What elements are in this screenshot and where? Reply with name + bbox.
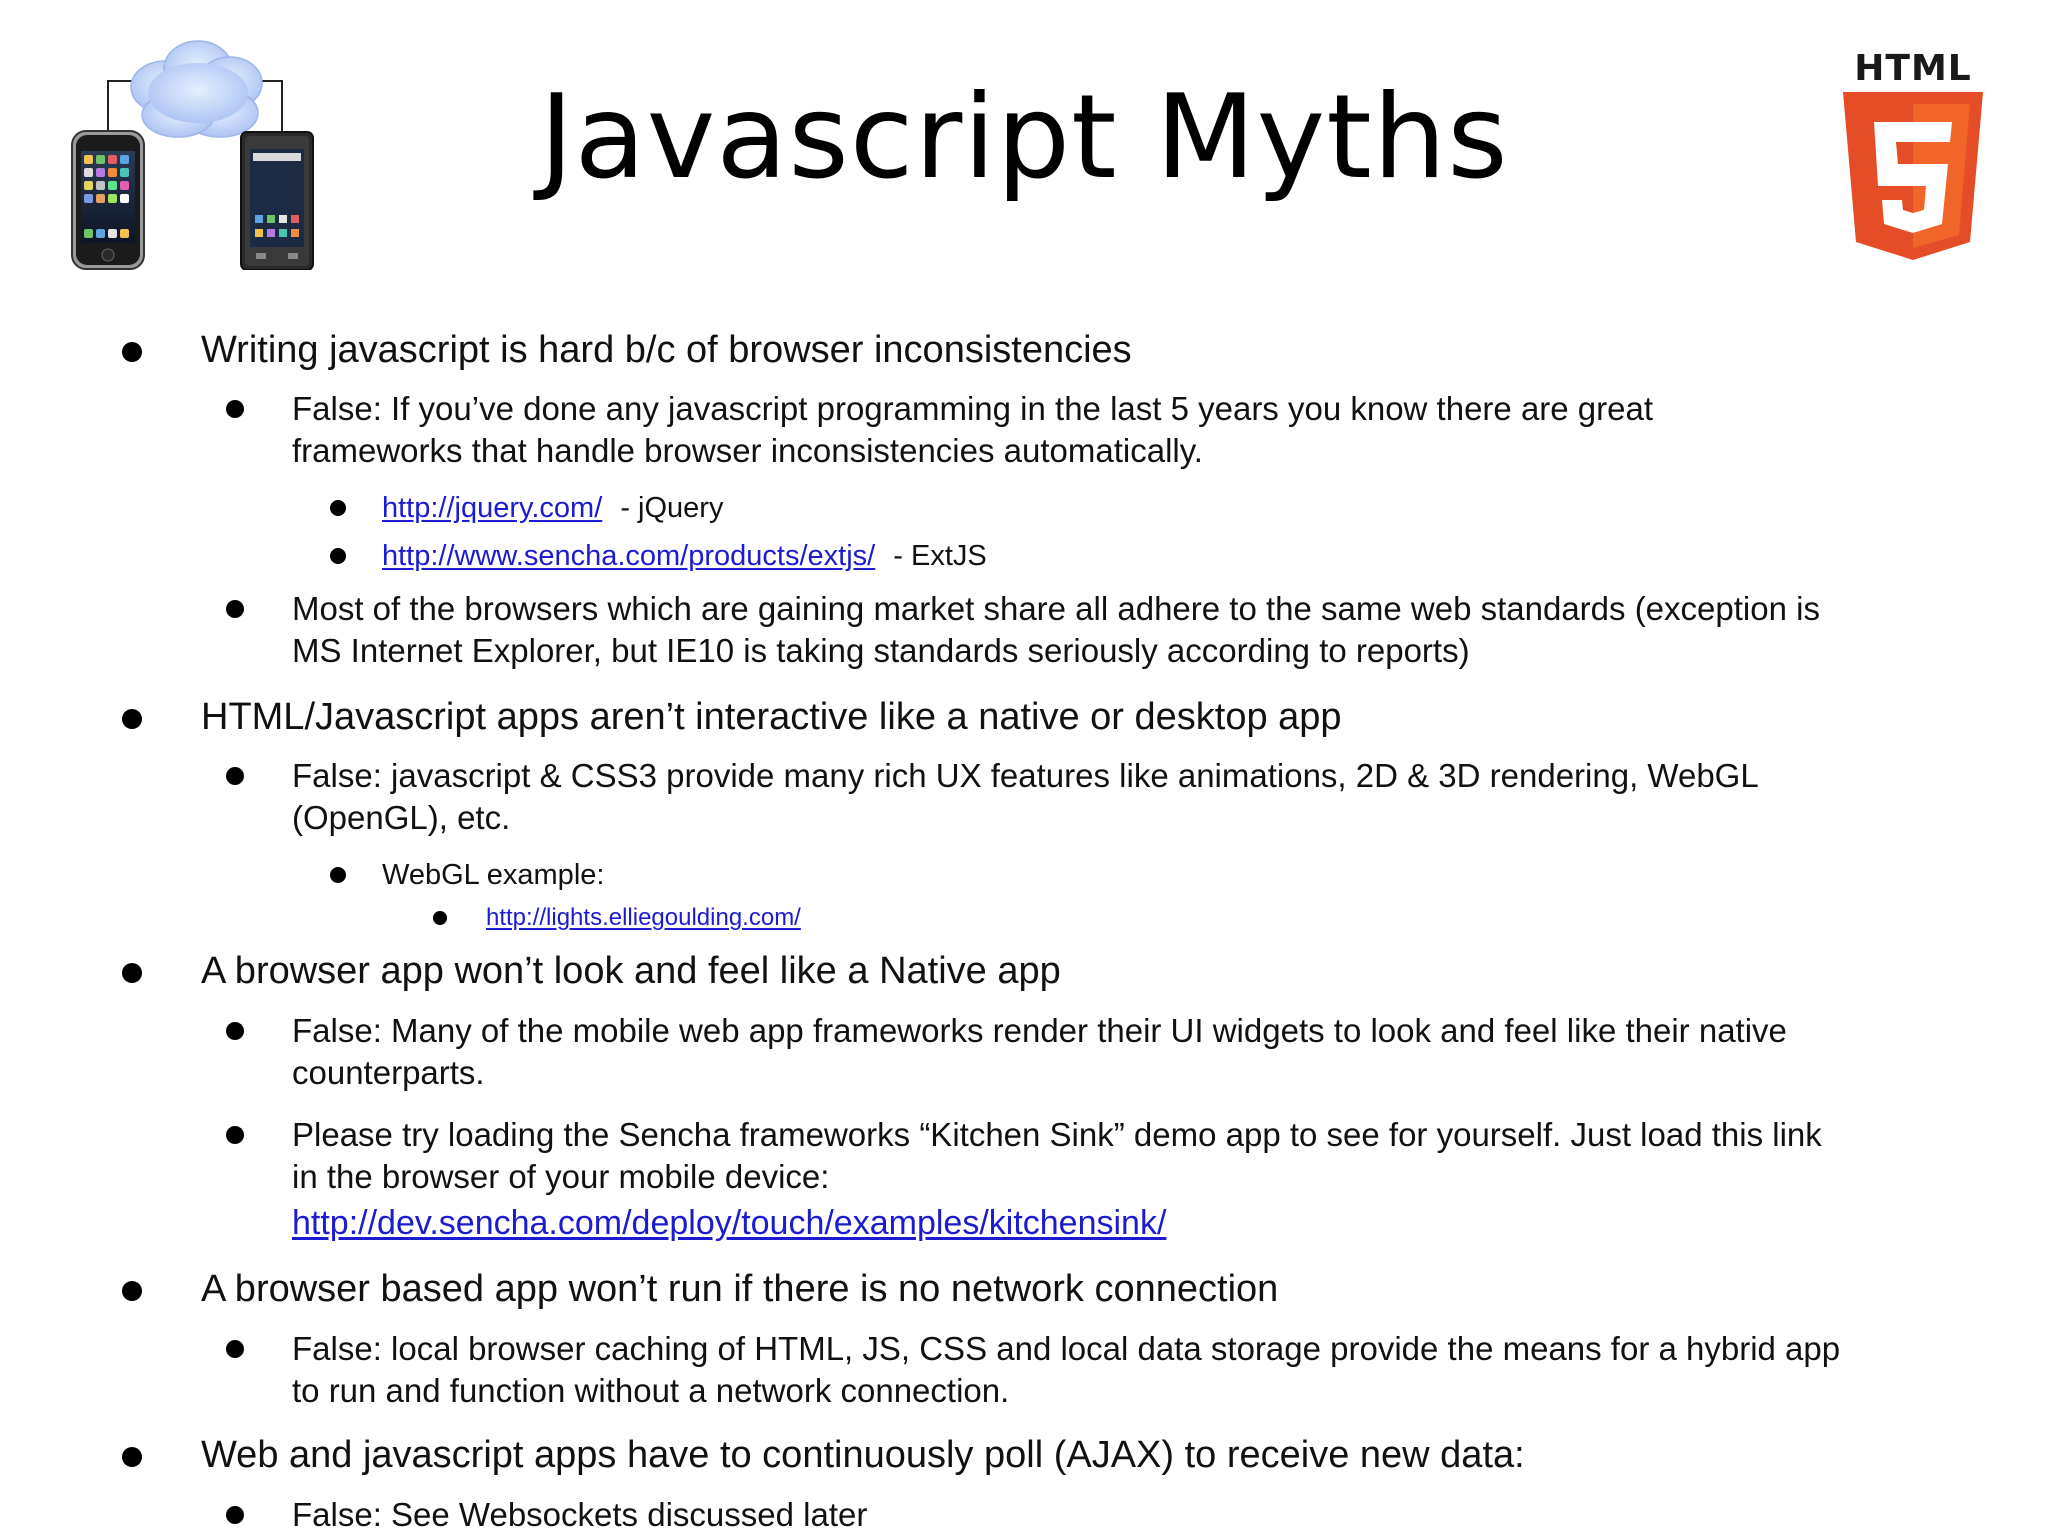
extjs-link-suffix: - ExtJS: [885, 540, 987, 572]
bullet-dot: [122, 709, 142, 729]
sub-bullet-dot: [226, 1340, 244, 1358]
webgl-example-label: WebGL example:: [382, 859, 605, 891]
bullet-5-sub-1-line-1: False: See Websockets discussed later: [292, 1496, 868, 1533]
bullet-dot: [122, 963, 142, 983]
sub-bullet-dot: [226, 1506, 244, 1524]
jquery-link-suffix: - jQuery: [612, 492, 724, 524]
kitchensink-link-row: [292, 1202, 1166, 1244]
bullet-4-sub-1-line-2: to run and function without a network connection.: [292, 1372, 1010, 1409]
bullet-3-text: A browser app won’t look and feel like a Native app: [201, 950, 1061, 992]
bullet-1-sub-1-line-2: frameworks that handle browser inconsistencies automatically.: [292, 432, 1203, 469]
sub-bullet-dot: [226, 1126, 244, 1144]
sub-sub-bullet-dot: [330, 548, 346, 564]
html5-logo-text: HTML: [1854, 48, 1972, 89]
slide-title: Javascript Myths: [539, 70, 1509, 205]
bullet-4-sub-1-line-1: False: local browser caching of HTML, JS, CSS and local data storage provide the means for a hybrid app: [292, 1330, 1841, 1367]
bullet-2-sub-1-line-2: (OpenGL), etc.: [292, 799, 511, 836]
webgl-link-row: [486, 903, 801, 933]
sub-bullet-dot: [226, 1022, 244, 1040]
bullet-1-sub-1-line-1: False: If you’ve done any javascript programming in the last 5 years you know there are great: [292, 390, 1654, 427]
ellie-goulding-link[interactable]: http://lights.elliegoulding.com/: [486, 904, 801, 931]
bullet-3-sub-2-line-1: Please try loading the Sencha frameworks “Kitchen Sink” demo app to see for yourself. Just load this link: [292, 1116, 1822, 1153]
bullet-1-sub-2-line-2: MS Internet Explorer, but IE10 is taking standards seriously according to reports): [292, 632, 1470, 669]
bullet-dot: [122, 1281, 142, 1301]
bullet-2-sub-1-line-1: False: javascript & CSS3 provide many rich UX features like animations, 2D & 3D rendering, WebGL: [292, 757, 1759, 794]
sub-sub-bullet-dot: [330, 500, 346, 516]
bullet-3-sub-1-line-1: False: Many of the mobile web app frameworks render their UI widgets to look and feel like their native: [292, 1012, 1787, 1049]
jquery-link[interactable]: http://jquery.com/: [382, 492, 603, 524]
bullet-5-text: Web and javascript apps have to continuously poll (AJAX) to receive new data:: [201, 1434, 1525, 1476]
bullet-4-text: A browser based app won’t run if there is no network connection: [201, 1268, 1279, 1310]
bullet-3-sub-1-line-2: counterparts.: [292, 1054, 485, 1091]
bullet-2-text: HTML/Javascript apps aren’t interactive like a native or desktop app: [201, 696, 1342, 738]
bullet-dot: [122, 342, 142, 362]
bullet-1-sub-2-line-1: Most of the browsers which are gaining market share all adhere to the same web standards (exception is: [292, 590, 1820, 627]
sub-bullet-dot: [226, 600, 244, 618]
extjs-link-row: [382, 537, 987, 575]
bullet-3-sub-2-line-2: in the browser of your mobile device:: [292, 1158, 830, 1195]
sub-sub-sub-bullet-dot: [433, 911, 447, 925]
sub-sub-bullet-dot: [330, 867, 346, 883]
kitchensink-link[interactable]: http://dev.sencha.com/deploy/touch/examples/kitchensink/: [292, 1204, 1167, 1242]
bullet-dot: [122, 1447, 142, 1467]
extjs-link[interactable]: http://www.sencha.com/products/extjs/: [382, 540, 876, 572]
sub-bullet-dot: [226, 767, 244, 785]
sub-bullet-dot: [226, 400, 244, 418]
jquery-link-row: [382, 489, 723, 527]
bullet-1-text: Writing javascript is hard b/c of browser inconsistencies: [201, 329, 1132, 371]
